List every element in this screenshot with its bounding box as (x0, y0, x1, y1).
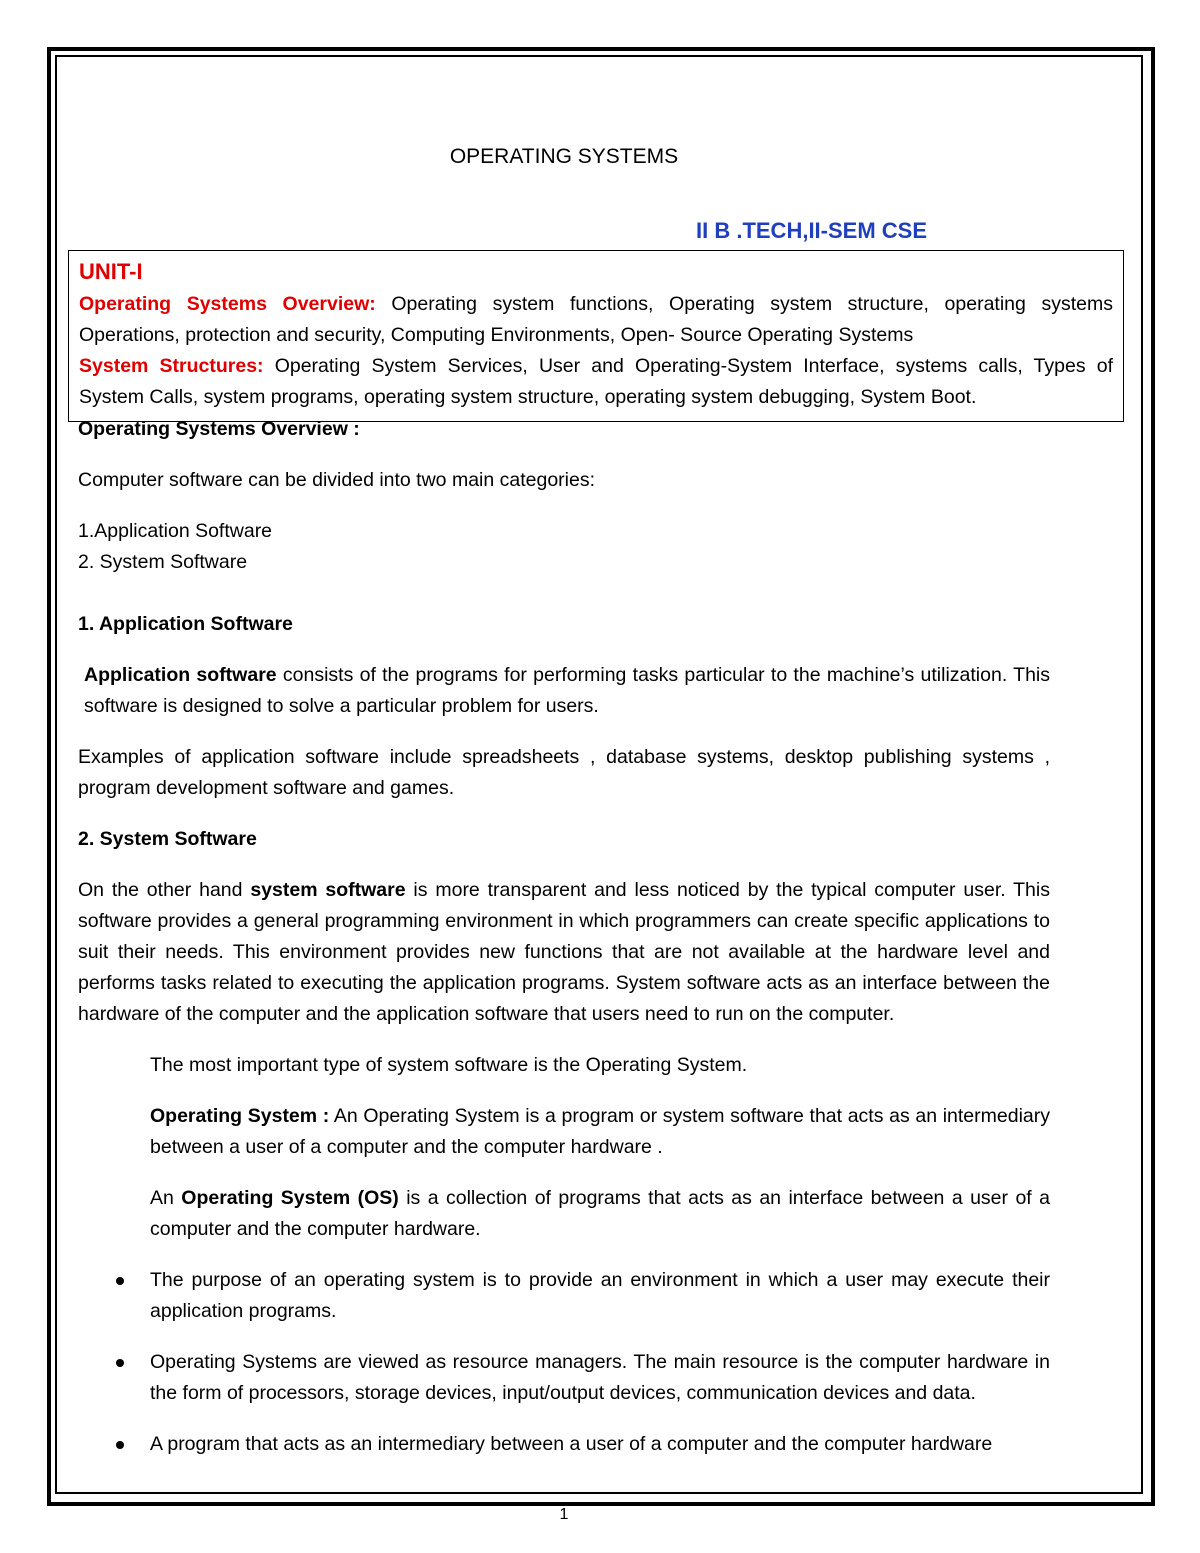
main-content (78, 414, 1050, 1460)
os-collection-bold: Operating System (OS) (181, 1187, 399, 1209)
bullet-icon (116, 1359, 124, 1367)
os-definition-text: An Operating System is a program or system software that acts as an intermediary between a user of a computer and the computer hardware . (150, 1105, 1050, 1158)
os-bullet-list (78, 1265, 1050, 1460)
os-collection-paragraph (78, 1183, 1050, 1245)
bullet-icon (116, 1277, 124, 1285)
syllabus-overview (79, 289, 1113, 351)
os-an: An (150, 1187, 182, 1209)
bullet-text: A program that acts as an intermediary between a user of a computer and the computer hardware (150, 1433, 993, 1455)
bullet-item (78, 1265, 1050, 1327)
bullet-item (78, 1347, 1050, 1409)
system-bold: system software (250, 879, 406, 901)
course-label: II B .TECH,II-SEM CSE (696, 218, 928, 243)
most-important-paragraph: The most important type of system software is the Operating System. (150, 1054, 748, 1076)
bullet-text: Operating Systems are viewed as resource managers. The main resource is the computer hardware in the form of processors, storage devices, input/output devices, communication devices and data. (150, 1351, 1050, 1404)
application-paragraph (78, 660, 1050, 722)
system-pre: On the other hand (78, 879, 251, 901)
unit-syllabus-box (68, 250, 1124, 422)
structures-label: System Structures: (79, 355, 264, 377)
os-definition-paragraph (78, 1101, 1050, 1163)
bullet-item (78, 1429, 1050, 1460)
application-bold: Application software (84, 664, 277, 686)
application-examples: Examples of application software include spreadsheets , database systems, desktop publishing systems , program development software and games. (78, 746, 1050, 799)
system-paragraph (78, 875, 1050, 1030)
unit-title: UNIT-I (79, 259, 143, 284)
overview-text: Operating system functions, Operating system structure, operating systems Operations, protection and security, Computing Environments, Open- Source Operating Systems (79, 293, 1113, 346)
category-item-2: 2. System Software (78, 551, 248, 573)
syllabus-structures (79, 351, 1113, 413)
application-text: consists of the programs for performing tasks particular to the machine’s utilization. This software is designed to solve a particular problem for users. (84, 664, 1050, 717)
bullet-text: The purpose of an operating system is to provide an environment in which a user may execute their application programs. (150, 1269, 1050, 1322)
heading-overview: Operating Systems Overview : (78, 418, 360, 440)
system-text: is more transparent and less noticed by the typical computer user. This software provides a general programming environment in which programmers can create specific applications to suit their needs. This environment provides new functions that are not available at the hardware level and performs tasks related to executing the application programs. System software acts as an interface between the hardware of the computer and the application software that users need to run on the computer. (78, 879, 1050, 1025)
overview-label: Operating Systems Overview: (79, 293, 376, 315)
document-title: OPERATING SYSTEMS (449, 145, 679, 168)
heading-application-software: 1. Application Software (78, 613, 293, 635)
bullet-icon (116, 1441, 124, 1449)
heading-system-software: 2. System Software (78, 828, 257, 850)
page-number: 1 (559, 1506, 569, 1523)
intro-paragraph: Computer software can be divided into two main categories: (78, 469, 596, 491)
os-collection-text: is a collection of programs that acts as an interface between a user of a computer and the computer hardware. (150, 1187, 1050, 1240)
structures-text: Operating System Services, User and Operating-System Interface, systems calls, Types of System Calls, system programs, operating system structure, operating system debugging, System Boot. (79, 355, 1113, 408)
category-item-1: 1.Application Software (78, 520, 273, 542)
os-definition-bold: Operating System : (150, 1105, 330, 1127)
